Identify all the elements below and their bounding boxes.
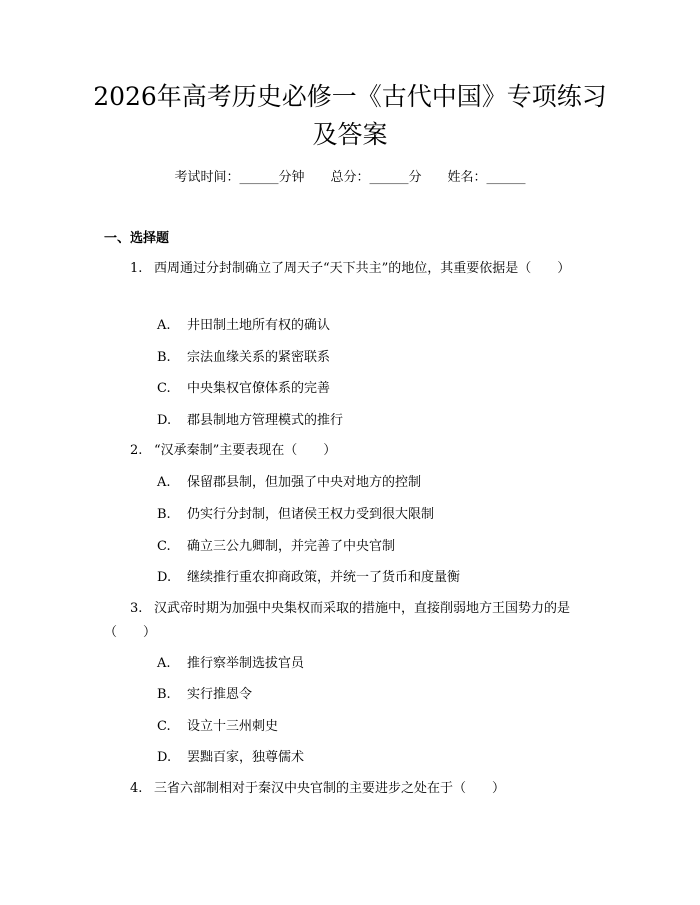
option-3d [157,749,304,767]
option-text: 郡县制地方管理模式的推行 [187,413,344,428]
question-3 [104,597,604,645]
question-number: 2. [130,443,143,458]
option-1b [157,349,330,367]
option-text: 确立三公九卿制，并完善了中央官制 [187,539,396,554]
question-1 [104,257,604,281]
option-letter: D. [157,413,172,428]
question-number: 1. [130,261,143,276]
option-text: 井田制土地所有权的确认 [187,318,331,333]
option-2a [157,474,421,492]
option-letter: B. [157,507,171,522]
option-2c [157,538,395,556]
section-heading: 一、选择题 [104,231,170,246]
option-letter: A. [157,318,171,333]
option-1d [157,412,343,430]
option-text: 中央集权官僚体系的完善 [187,381,331,396]
question-2 [104,439,604,463]
question-text: 西周通过分封制确立了周天子“天下共主”的地位，其重要依据是（ ） [154,261,571,276]
option-letter: C. [157,539,171,554]
exam-info [0,169,700,187]
option-text: 设立十三州刺史 [187,719,279,734]
option-text: 宗法血缘关系的紧密联系 [187,350,331,365]
question-text: 三省六部制相对于秦汉中央官制的主要进步之处在于（ ） [154,781,506,796]
option-letter: B. [157,350,171,365]
question-number: 3. [130,601,143,616]
question-number: 4. [130,781,143,796]
option-3a [157,655,304,673]
option-2b [157,506,434,524]
option-letter: D. [157,570,172,585]
question-text: “汉承秦制”主要表现在（ ） [154,443,337,458]
option-2d [157,569,460,587]
document-title: 2026年高考历史必修一《古代中国》专项练习及答案 [93,82,607,149]
exam-time-label: 考试时间：______分钟 [174,170,305,185]
option-text: 仍实行分封制，但诸侯王权力受到很大限制 [187,507,435,522]
option-text: 推行察举制选拔官员 [187,656,305,671]
question-text: 汉武帝时期为加强中央集权而采取的措施中，直接削弱地方王国势力的是（ ） [104,601,571,640]
question-4 [104,777,604,801]
option-text: 罢黜百家，独尊儒术 [187,750,305,765]
option-letter: A. [157,656,171,671]
option-letter: A. [157,475,171,490]
option-text: 实行推恩令 [187,687,253,702]
option-text: 继续推行重农抑商政策，并统一了货币和度量衡 [187,570,461,585]
option-letter: C. [157,719,171,734]
option-3c [157,718,278,736]
total-score-label: 总分：______分 [330,170,422,185]
option-1a [157,317,330,335]
name-label: 姓名：______ [447,170,526,185]
option-letter: D. [157,750,172,765]
option-letter: B. [157,687,171,702]
option-letter: C. [157,381,171,396]
option-3b [157,686,252,704]
option-text: 保留郡县制，但加强了中央对地方的控制 [187,475,422,490]
option-1c [157,380,330,398]
